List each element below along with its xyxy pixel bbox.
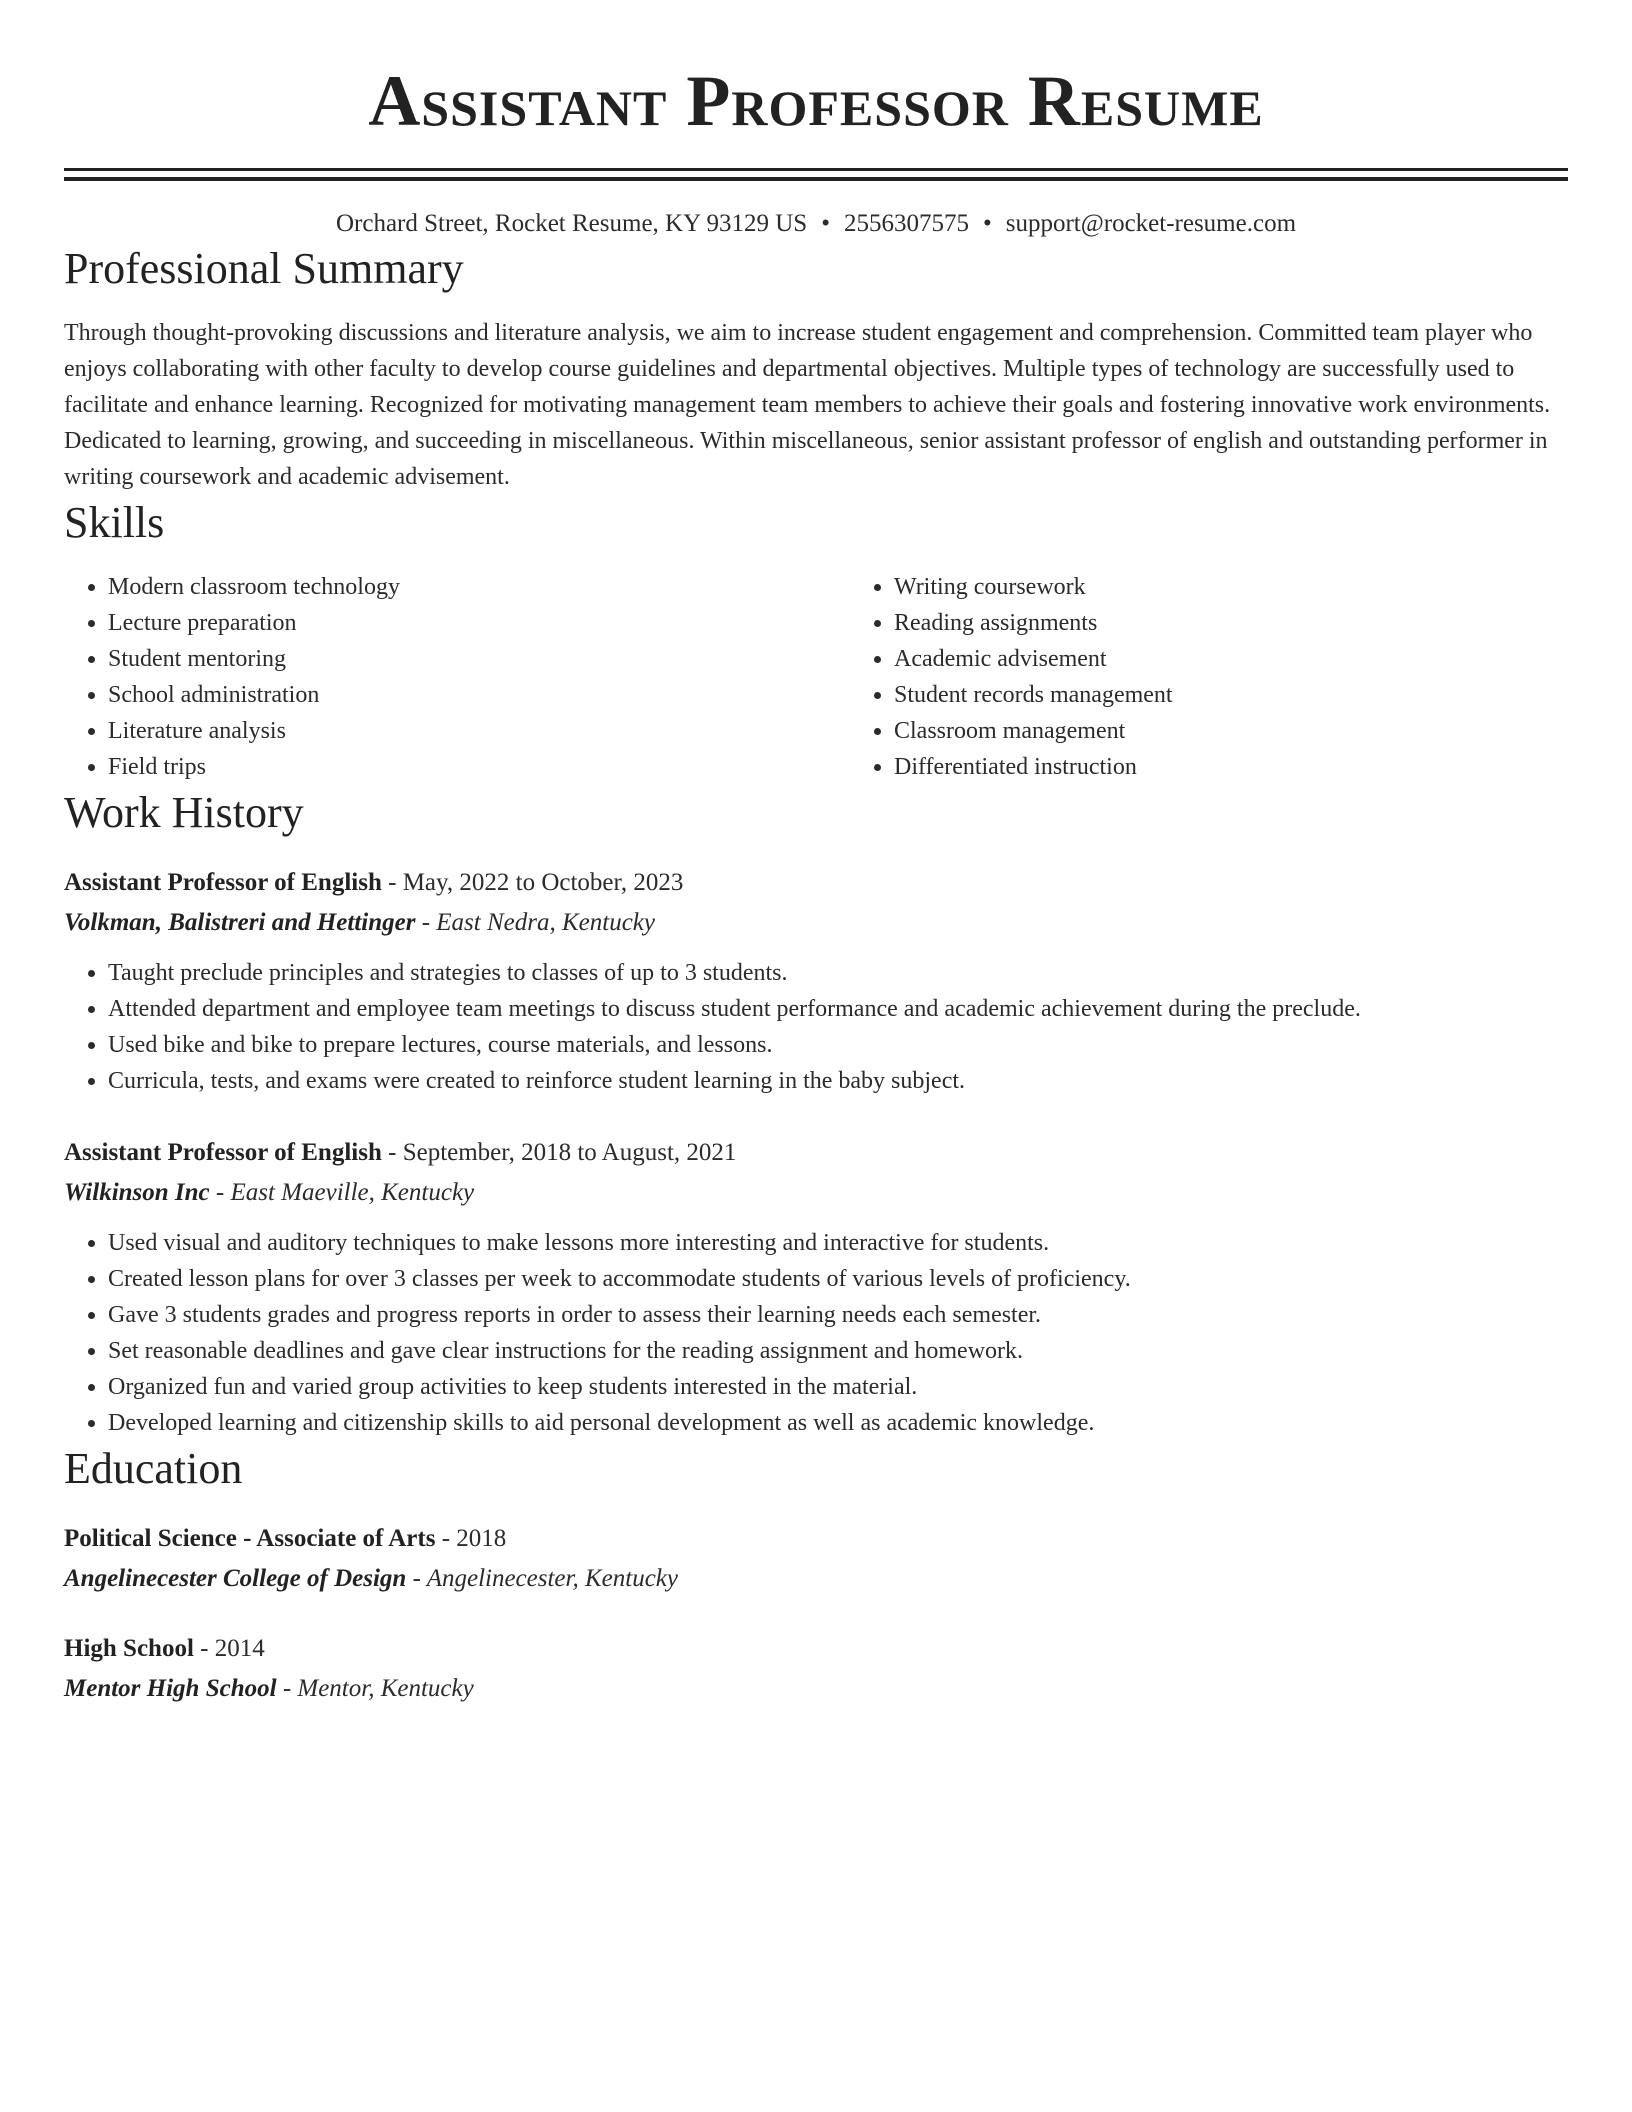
- education-entry: [64, 1519, 1568, 1599]
- job-bullets: [64, 955, 1568, 1099]
- job-bullet: • Used visual and auditory techniques to make lessons more interesting and interactive for students.: [108, 1225, 1568, 1261]
- title-divider-top: [64, 168, 1568, 171]
- education-entry: [64, 1629, 1568, 1709]
- skill-item: • Reading assignments: [894, 605, 1632, 641]
- job-bullet: • Organized fun and varied group activities to keep students interested in the material.: [108, 1369, 1568, 1405]
- education-location: Angelinecester, Kentucky: [426, 1565, 678, 1592]
- education-school: Angelinecester College of Design: [64, 1565, 407, 1592]
- skills-list: [64, 569, 1568, 785]
- education-school: Mentor High School: [64, 1675, 277, 1702]
- education-degree: High School: [64, 1635, 194, 1662]
- job-company-line: Wilkinson Inc - East Maeville, Kentucky: [64, 1179, 475, 1206]
- contact-phone: 2556307575: [843, 210, 969, 237]
- skills-column-left: [64, 569, 850, 785]
- summary-text: Through thought-provoking discussions and literature analysis, we aim to increase student engagement and comprehension. Committed team player who enjoys collaborating with other faculty to develop course guidelines and departmental objectives. Multiple types of technology are successfully used to facilitate and enhance learning. Recognized for motivating management team members to achieve their goals and fostering innovative work environments. Dedicated to learning, growing, and succeeding in miscellaneous. Within miscellaneous, senior assistant professor of english and outstanding performer in writing coursework and academic advisement.: [64, 320, 1551, 490]
- skill-item: • Differentiated instruction: [894, 749, 1632, 785]
- job-title-line: Assistant Professor of English - May, 2022 to October, 2023: [64, 869, 684, 896]
- job-bullet: • Attended department and employee team meetings to discuss student performance and academic achievement during the preclude.: [108, 991, 1568, 1027]
- skill-item: • Academic advisement: [894, 641, 1632, 677]
- contact-line: [64, 207, 1568, 241]
- job-bullet: • Set reasonable deadlines and gave clear instructions for the reading assignment and homework.: [108, 1333, 1568, 1369]
- job-bullet: • Taught preclude principles and strategies to classes of up to 3 students.: [108, 955, 1568, 991]
- education-school-line: Mentor High School - Mentor, Kentucky: [64, 1675, 474, 1702]
- education-school-line: Angelinecester College of Design - Angelinecester, Kentucky: [64, 1565, 678, 1592]
- skill-item: • School administration: [108, 677, 850, 713]
- skill-item: • Student records management: [894, 677, 1632, 713]
- skill-item: • Modern classroom technology: [108, 569, 850, 605]
- job-bullet: • Used bike and bike to prepare lectures, course materials, and lessons.: [108, 1027, 1568, 1063]
- skill-item: • Lecture preparation: [108, 605, 850, 641]
- job-bullet: • Gave 3 students grades and progress reports in order to assess their learning needs each semester.: [108, 1297, 1568, 1333]
- job-location: East Nedra, Kentucky: [436, 909, 655, 936]
- skills-heading: Skills: [64, 498, 165, 547]
- job-title: Assistant Professor of English: [64, 1139, 382, 1166]
- job-bullets: [64, 1225, 1568, 1441]
- job-entry: [64, 863, 1568, 1099]
- education-heading: Education: [64, 1444, 243, 1493]
- education-year: 2014: [214, 1635, 265, 1662]
- job-title: Assistant Professor of English: [64, 869, 382, 896]
- job-dates: May, 2022 to October, 2023: [402, 869, 684, 896]
- job-bullet: • Curricula, tests, and exams were created to reinforce student learning in the baby subject.: [108, 1063, 1568, 1099]
- work-history-heading: Work History: [64, 788, 304, 837]
- title-divider-bottom: [64, 177, 1568, 181]
- education-degree-line: High School - 2014: [64, 1635, 265, 1662]
- skill-item: • Literature analysis: [108, 713, 850, 749]
- contact-email: support@rocket-resume.com: [1005, 210, 1297, 237]
- job-company: Volkman, Balistreri and Hettinger: [64, 909, 416, 936]
- job-dates: September, 2018 to August, 2021: [402, 1139, 737, 1166]
- job-location: East Maeville, Kentucky: [230, 1179, 475, 1206]
- contact-address: Orchard Street, Rocket Resume, KY 93129 US: [335, 210, 808, 237]
- job-company: Wilkinson Inc: [64, 1179, 210, 1206]
- education-degree-line: Political Science - Associate of Arts - 2018: [64, 1525, 507, 1552]
- skill-item: • Writing coursework: [894, 569, 1632, 605]
- job-bullet: • Created lesson plans for over 3 classes per week to accommodate students of various levels of proficiency.: [108, 1261, 1568, 1297]
- education-degree: Political Science - Associate of Arts: [64, 1525, 436, 1552]
- contact-separator: •: [821, 210, 830, 237]
- skill-item: • Classroom management: [894, 713, 1632, 749]
- job-entry: [64, 1133, 1568, 1441]
- skill-item: • Field trips: [108, 749, 850, 785]
- job-title-line: Assistant Professor of English - September, 2018 to August, 2021: [64, 1139, 737, 1166]
- contact-separator: •: [982, 210, 992, 237]
- summary-heading: Professional Summary: [64, 244, 464, 293]
- job-bullet: • Developed learning and citizenship skills to aid personal development as well as academic knowledge.: [108, 1405, 1568, 1441]
- job-company-line: Volkman, Balistreri and Hettinger - East Nedra, Kentucky: [64, 909, 655, 936]
- education-location: Mentor, Kentucky: [297, 1675, 474, 1702]
- education-year: 2018: [456, 1525, 507, 1552]
- resume-title: Assistant Professor Resume: [368, 61, 1264, 141]
- skills-column-right: [850, 569, 1632, 785]
- skill-item: • Student mentoring: [108, 641, 850, 677]
